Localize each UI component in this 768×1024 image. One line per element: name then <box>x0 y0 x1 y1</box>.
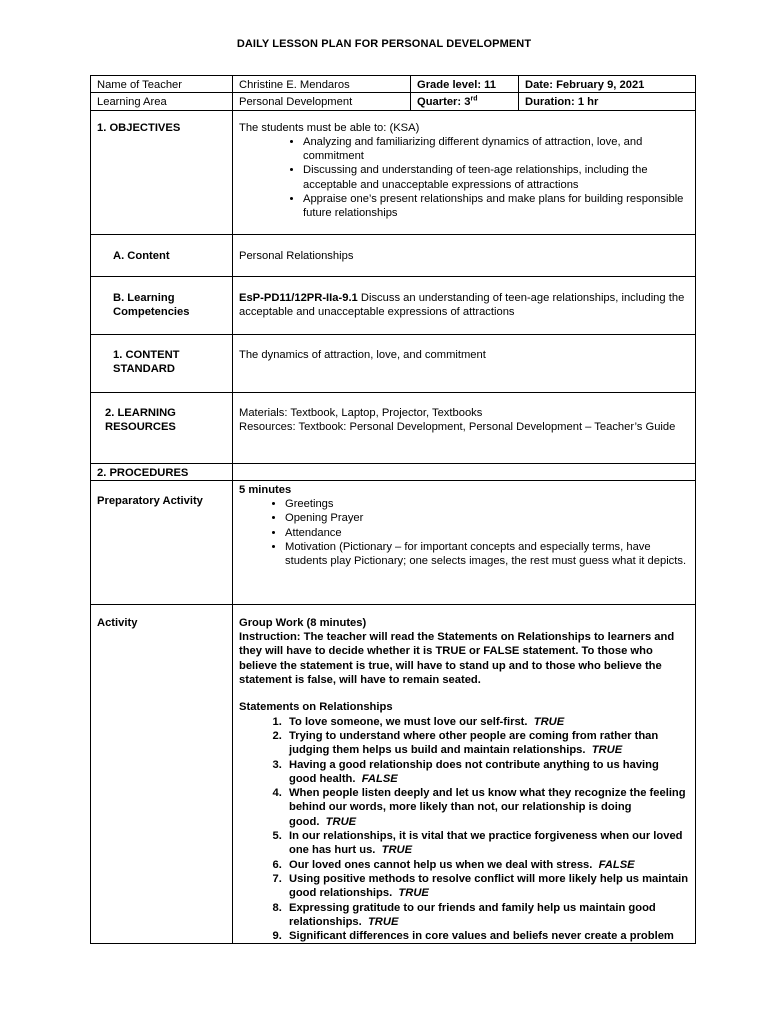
learning-resources-content <box>233 392 696 463</box>
preparatory-item: • Attendance <box>285 526 689 540</box>
preparatory-item: • Motivation (Pictionary – for important concepts and especially terms, have students play Pictionary; one selects images, the rest must guess what it depicts. <box>285 540 689 569</box>
learning-resources-label: 2. LEARNING RESOURCES <box>91 392 233 463</box>
preparatory-item: • Opening Prayer <box>285 511 689 525</box>
statement-text: In our relationships, it is vital that we practice forgiveness when our loved one has hurt us. <box>289 830 683 857</box>
statement-item <box>285 901 689 930</box>
objectives-content <box>233 110 696 234</box>
objectives-intro: The students must be able to: (KSA) <box>239 121 420 134</box>
preparatory-list <box>239 497 689 568</box>
duration: Duration: 1 hr <box>519 93 696 110</box>
area-value: Personal Development <box>233 93 411 110</box>
statement-answer: FALSE <box>361 772 398 785</box>
area-label: Learning Area <box>91 93 233 110</box>
objectives-list <box>239 135 689 221</box>
content-value: Personal Relationships <box>233 234 696 276</box>
header-row-area <box>91 93 696 110</box>
objectives-row <box>91 110 696 234</box>
lesson-plan-table <box>90 75 696 944</box>
objective-item: • Analyzing and familiarizing different dynamics of attraction, love, and commitment <box>303 135 689 164</box>
preparatory-row <box>91 480 696 604</box>
preparatory-label: Preparatory Activity <box>91 480 233 604</box>
competency-text: Discuss an understanding of teen-age relationships, including the acceptable and unacceptable expressions of attractions <box>239 291 685 318</box>
activity-row <box>91 604 696 944</box>
statement-answer: TRUE <box>591 744 623 757</box>
teacher-label: Name of Teacher <box>91 76 233 93</box>
procedures-row <box>91 463 696 480</box>
statements-list <box>239 715 689 944</box>
materials-text: Materials: Textbook, Laptop, Projector, Textbooks <box>239 406 483 419</box>
statement-text: To love someone, we must love our self-first. <box>289 715 528 728</box>
activity-heading: Group Work (8 minutes) <box>239 616 367 629</box>
statements-title: Statements on Relationships <box>239 701 393 714</box>
statement-item <box>285 758 689 787</box>
procedures-empty <box>233 463 696 480</box>
content-standard-label: 1. CONTENT STANDARD <box>91 334 233 392</box>
lesson-date: Date: February 9, 2021 <box>519 76 696 93</box>
statement-item <box>285 715 689 729</box>
competencies-label: B. Learning Competencies <box>91 276 233 334</box>
activity-instruction: Instruction: The teacher will read the Statements on Relationships to learners and they will have to decide whether it is TRUE or FALSE statement. To those who believe the statement is true, will have to stand up and to those who believe the statement is false, will have to remain seated. <box>239 631 675 687</box>
statement-item <box>285 729 689 758</box>
resources-text: Resources: Textbook: Personal Development, Personal Development – Teacher’s Guide <box>239 420 676 433</box>
statement-text: Trying to understand where other people are coming from rather than judging them helps us build and maintain relationships. <box>289 729 659 757</box>
teacher-value: Christine E. Mendaros <box>233 76 411 93</box>
objectives-label: 1. OBJECTIVES <box>91 110 233 234</box>
competency-code: EsP-PD11/12PR-IIa-9.1 <box>239 291 358 304</box>
competencies-content <box>233 276 696 334</box>
statement-text: Significant differences in core values and beliefs never create a problem <box>289 930 674 943</box>
statement-answer: TRUE <box>398 887 429 900</box>
statement-text: Using positive methods to resolve conflict will more likely help us maintain good relationships. <box>289 872 689 900</box>
statement-item <box>285 829 689 858</box>
objective-item: • Discussing and understanding of teen-age relationships, including the acceptable and unacceptable expressions of attractions <box>303 163 689 192</box>
quarter-cell <box>411 93 519 110</box>
preparatory-content <box>233 480 696 604</box>
statement-answer: FALSE <box>598 858 635 871</box>
procedures-label: 2. PROCEDURES <box>91 463 233 480</box>
quarter-label: Quarter: 3 <box>417 96 471 109</box>
content-standard-value: The dynamics of attraction, love, and commitment <box>233 334 696 392</box>
statement-item <box>285 786 689 829</box>
learning-resources-row <box>91 392 696 463</box>
statement-text: Our loved ones cannot help us when we deal with stress. <box>289 858 593 871</box>
statement-answer: TRUE <box>367 915 399 928</box>
statement-answer: TRUE <box>533 715 565 728</box>
statement-answer: TRUE <box>325 815 357 828</box>
statement-item <box>285 929 689 943</box>
objective-item: • Appraise one’s present relationships and make plans for building responsible future relationships <box>303 192 689 221</box>
activity-content <box>233 604 696 944</box>
quarter-suffix: rd <box>470 95 478 103</box>
content-row <box>91 234 696 276</box>
statement-item <box>285 858 689 872</box>
content-standard-row <box>91 334 696 392</box>
page-title: DAILY LESSON PLAN FOR PERSONAL DEVELOPMENT <box>236 38 532 50</box>
header-row-teacher <box>91 76 696 93</box>
preparatory-item: • Greetings <box>285 497 689 511</box>
preparatory-time: 5 minutes <box>239 483 292 496</box>
statement-item <box>285 872 689 901</box>
competencies-row <box>91 276 696 334</box>
statement-text: Expressing gratitude to our friends and family help us maintain good relationships. <box>289 901 656 928</box>
content-label: A. Content <box>91 234 233 276</box>
statement-answer: TRUE <box>381 844 413 857</box>
activity-label: Activity <box>91 604 233 944</box>
grade-level: Grade level: 11 <box>411 76 519 93</box>
statement-text: When people listen deeply and let us know what they recognize the feeling behind our words, more likely than not, our relationship is doing good. <box>289 787 686 828</box>
statement-text: Having a good relationship does not contribute anything to us having good health. <box>289 758 659 785</box>
